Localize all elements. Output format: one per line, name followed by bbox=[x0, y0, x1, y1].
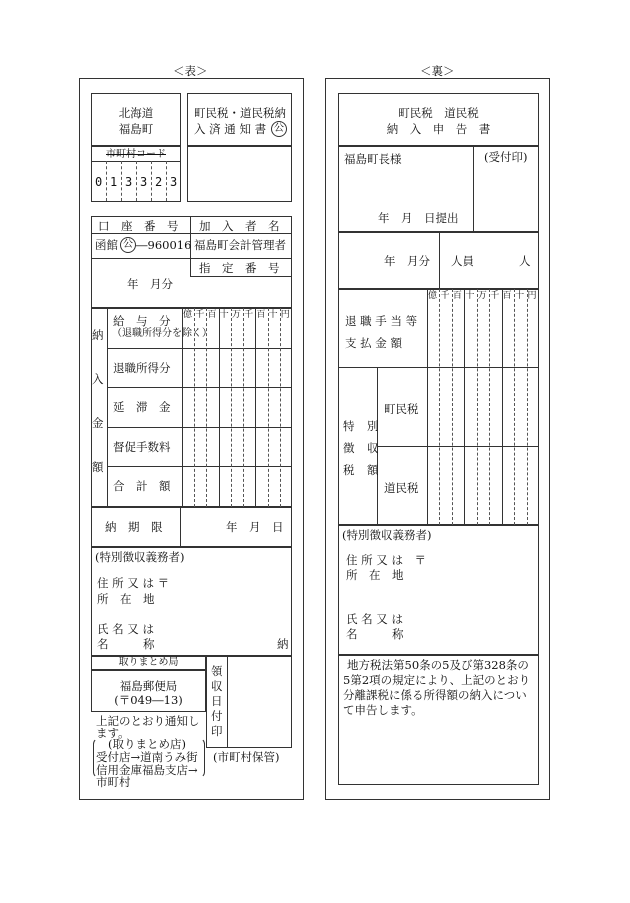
front-title-line-1: 町民税・道民税納 bbox=[194, 106, 286, 120]
amount-row-line bbox=[107, 466, 292, 467]
front-side-header: ＜表＞ bbox=[173, 64, 208, 78]
amount-unit: 百 bbox=[207, 310, 217, 320]
post-office-box bbox=[91, 670, 206, 712]
code-digit: 3 bbox=[140, 175, 148, 189]
code-divider bbox=[151, 161, 152, 201]
amount-unit: 億 bbox=[183, 310, 193, 320]
issuer-line-2: 福島町 bbox=[118, 122, 154, 136]
front-title-line-2: 入 済 通 知 書 bbox=[194, 122, 267, 136]
amount-col-line bbox=[219, 308, 220, 507]
code-divider bbox=[136, 161, 137, 201]
public-seal-mark: 公 bbox=[271, 121, 287, 137]
collection-office-header bbox=[91, 656, 206, 670]
back-amount-unit: 百 bbox=[452, 291, 462, 301]
designated-number-label: 指 定 番 号 bbox=[199, 261, 280, 275]
notice-text-1: 上記のとおり通知し bbox=[96, 714, 200, 728]
back-amount-col-line bbox=[527, 289, 528, 525]
special-char: 別 bbox=[367, 419, 379, 433]
amount-row-label: 退職所得分 bbox=[113, 361, 171, 375]
persons-label: 人員 bbox=[451, 254, 474, 268]
deadline-label: 納 期 限 bbox=[105, 520, 163, 534]
back-year-month-label: 年 月分 bbox=[384, 254, 430, 268]
back-amount-col-line bbox=[502, 289, 503, 525]
amount-col-line bbox=[243, 308, 244, 507]
amount-col-line bbox=[280, 308, 281, 507]
front-name-suffix: 納 bbox=[277, 637, 289, 651]
back-amount-col-line bbox=[477, 289, 478, 525]
code-digit: 1 bbox=[110, 175, 118, 189]
submitted-date: 年 月 日提出 bbox=[378, 211, 459, 225]
routing-line-3: 信用金庫福島支店→ bbox=[96, 763, 198, 777]
back-address-label-2: 所 在 地 bbox=[346, 568, 404, 582]
back-name-label-2: 名 称 bbox=[346, 627, 404, 641]
town-tax-label: 町民税 bbox=[384, 402, 419, 416]
code-divider bbox=[106, 161, 107, 201]
amount-col-line bbox=[255, 308, 256, 507]
retirement-label-2: 支 払 金 額 bbox=[345, 336, 402, 350]
post-office-name: 福島郵便局 bbox=[119, 679, 178, 693]
addressee: 福島町長様 bbox=[344, 152, 402, 166]
amount-unit: 円 bbox=[280, 310, 290, 320]
back-amount-unit: 円 bbox=[527, 291, 537, 301]
amount-unit: 百 bbox=[256, 310, 266, 320]
amount-row-line bbox=[107, 348, 292, 349]
back-amount-col-line bbox=[464, 289, 465, 525]
special-char: 収 bbox=[367, 441, 379, 455]
special-char: 額 bbox=[367, 463, 379, 477]
persons-unit: 人 bbox=[519, 254, 531, 268]
declaration-line-4: て申告します。 bbox=[343, 703, 423, 717]
back-amount-unit: 万 bbox=[477, 291, 487, 301]
amount-row-label: 督促手数料 bbox=[113, 440, 171, 454]
back-obligor-label: (特別徴収義務者) bbox=[342, 528, 432, 542]
declaration-line-1: 地方税法第50条の5及び第328条の bbox=[347, 658, 529, 672]
front-address-label-1: 住 所 又 は 〒 bbox=[97, 576, 170, 590]
back-title-line-1: 町民税 道民税 bbox=[398, 106, 479, 120]
special-char: 特 bbox=[343, 419, 355, 433]
amount-col-line bbox=[231, 308, 232, 507]
back-amount-unit: 千 bbox=[440, 291, 450, 301]
amount-row-label: 合 計 額 bbox=[113, 479, 171, 493]
back-amount-unit: 千 bbox=[490, 291, 500, 301]
code-digit: 2 bbox=[155, 175, 163, 189]
amount-group-char: 入 bbox=[92, 372, 104, 386]
stamp-char: 日 bbox=[211, 694, 223, 708]
front-name-label-1: 氏 名 又 は bbox=[97, 622, 154, 636]
collection-office-label: 取りまとめ局 bbox=[118, 657, 179, 668]
back-amount-col-line bbox=[439, 289, 440, 525]
amount-group-char: 納 bbox=[92, 328, 104, 342]
back-name-label-1: 氏 名 又 は bbox=[346, 612, 403, 626]
subscriber-label: 加 入 者 名 bbox=[199, 219, 280, 233]
declaration-line-2: 5第2項の規定により、上記のとおり bbox=[343, 673, 531, 687]
prefecture-tax-label: 道民税 bbox=[384, 481, 419, 495]
subscriber-value: 福島町会計管理者 bbox=[194, 238, 286, 252]
code-divider bbox=[121, 161, 122, 201]
stamp-char: 付 bbox=[211, 709, 223, 723]
account-number-suffix: ―960016 bbox=[136, 238, 192, 252]
amount-group-char: 金 bbox=[92, 416, 104, 430]
amount-unit: 千 bbox=[244, 310, 254, 320]
front-title-box bbox=[187, 93, 292, 146]
back-side-header: ＜裏＞ bbox=[420, 64, 455, 78]
back-amount-unit: 十 bbox=[465, 291, 475, 301]
amount-row-line bbox=[107, 387, 292, 388]
back-amount-unit: 十 bbox=[515, 291, 525, 301]
issuer-box bbox=[91, 93, 181, 146]
front-name-label-2: 名 称 bbox=[97, 637, 155, 651]
account-seal-mark: 公 bbox=[120, 237, 136, 253]
stamp-char: 印 bbox=[211, 724, 223, 738]
issuer-line-1: 北海道 bbox=[118, 106, 154, 120]
back-title-line-2: 納 入 申 告 書 bbox=[386, 122, 491, 136]
amount-unit: 十 bbox=[219, 310, 229, 320]
amount-unit: 十 bbox=[268, 310, 278, 320]
amount-col-line bbox=[268, 308, 269, 507]
post-office-zip: (〒049―13) bbox=[114, 693, 183, 707]
amount-row-label: 給 与 分 bbox=[113, 314, 171, 328]
amount-row-label: 延 滞 金 bbox=[113, 400, 171, 414]
account-number-prefix: 函館 bbox=[95, 238, 118, 252]
front-blank-box bbox=[187, 146, 292, 202]
routing-line-2: 受付店→道南うみ街 bbox=[96, 750, 198, 764]
back-amount-unit: 億 bbox=[428, 291, 438, 301]
routing-line-1: (取りまとめ店) bbox=[108, 737, 186, 751]
back-amount-col-line bbox=[452, 289, 453, 525]
code-divider bbox=[166, 161, 167, 201]
amount-group-char: 額 bbox=[92, 460, 104, 474]
amount-unit: 万 bbox=[231, 310, 241, 320]
code-digit: 3 bbox=[125, 175, 133, 189]
notice-text-2: ます。 bbox=[96, 726, 130, 740]
amount-row-sublabel: （退職所得分を除く） bbox=[112, 328, 212, 339]
code-digit: 3 bbox=[170, 175, 178, 189]
front-year-month-label: 年 月分 bbox=[127, 277, 173, 291]
stamp-char: 領 bbox=[211, 664, 223, 678]
amount-row-line bbox=[107, 427, 292, 428]
code-digit: 0 bbox=[95, 175, 103, 189]
special-char: 徴 bbox=[343, 441, 355, 455]
municipal-code-label: 市町村コード bbox=[106, 149, 166, 160]
back-address-label-1: 住 所 又 は 〒 bbox=[346, 553, 426, 567]
deadline-value: 年 月 日 bbox=[226, 520, 284, 534]
municipal-keep-label: (市町村保管) bbox=[213, 750, 280, 764]
receipt-seal-label: (受付印) bbox=[484, 150, 528, 164]
retirement-label-1: 退 職 手 当 等 bbox=[345, 314, 418, 328]
back-title-box bbox=[338, 93, 539, 146]
routing-line-4: 市町村 bbox=[96, 775, 131, 789]
front-address-label-2: 所 在 地 bbox=[97, 592, 155, 606]
back-amount-col-line bbox=[514, 289, 515, 525]
stamp-char: 収 bbox=[211, 679, 223, 693]
account-number-label: 口 座 番 号 bbox=[98, 219, 179, 233]
amount-unit: 千 bbox=[195, 310, 205, 320]
special-char: 税 bbox=[343, 463, 355, 477]
back-amount-unit: 百 bbox=[502, 291, 512, 301]
back-amount-col-line bbox=[489, 289, 490, 525]
declaration-line-3: 分離課税に係る所得額の納入につい bbox=[343, 688, 527, 702]
front-obligor-label: (特別徴収義務者) bbox=[95, 550, 185, 564]
